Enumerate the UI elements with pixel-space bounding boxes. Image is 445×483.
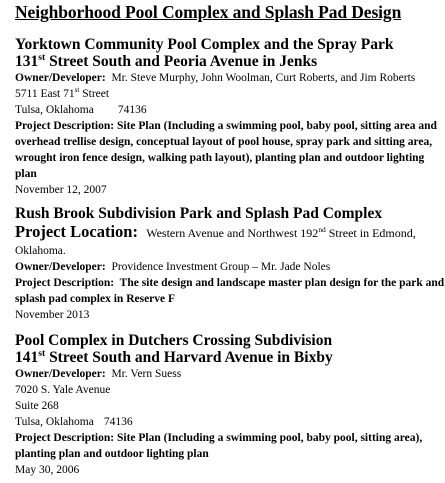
location-pre: Western Avenue and Northwest 192	[146, 226, 319, 240]
ordinal-suffix: st	[38, 51, 46, 63]
owner-value: Mr. Vern Suess	[111, 368, 182, 380]
description-label: Project Description:	[15, 120, 115, 132]
city-line	[15, 414, 445, 430]
city: Tulsa, Oklahoma	[15, 104, 94, 116]
address-line	[15, 86, 445, 102]
date: November 12, 2007	[15, 184, 107, 196]
location-line	[15, 222, 445, 243]
page-title: Neighborhood Pool Complex and Splash Pad Design	[15, 2, 402, 22]
location-ordinal: nd	[318, 225, 326, 234]
address-ordinal: st	[74, 86, 80, 95]
street-number: 131	[15, 53, 39, 70]
street-rest: Street South and Harvard Avenue in Bixby	[45, 349, 333, 366]
owner-label: Owner/Developer:	[15, 72, 106, 84]
project-title: Pool Complex in Dutchers Crossing Subdivision	[15, 332, 333, 349]
date: November 2013	[15, 309, 90, 321]
project-dutchers-crossing	[15, 332, 445, 478]
city-line	[15, 102, 445, 118]
project-title: Rush Brook Subdivision Park and Splash Pad Complex	[15, 205, 383, 222]
address-rest: Street	[79, 88, 110, 100]
location-post: Street in Edmond,	[325, 226, 416, 240]
owner-value: Providence Investment Group – Mr. Jade Noles	[111, 261, 331, 273]
suite-line: Suite 268	[15, 400, 59, 412]
project-title: Yorktown Community Pool Complex and the Spray Park	[15, 36, 394, 53]
zip: 74136	[117, 104, 147, 116]
zip: 74136	[103, 416, 133, 428]
description	[15, 275, 445, 307]
ordinal-suffix: st	[38, 347, 46, 359]
date: May 30, 2006	[15, 464, 80, 476]
description-label: Project Description:	[15, 432, 115, 444]
owner-line	[15, 259, 445, 275]
description	[15, 430, 445, 462]
address-number: 5711 East 71	[15, 88, 75, 100]
owner-line	[15, 366, 445, 382]
city: Tulsa, Oklahoma	[15, 416, 94, 428]
street-rest: Street South and Peoria Avenue in Jenks	[45, 53, 318, 70]
project-location-heading	[15, 53, 445, 70]
description	[15, 118, 445, 182]
description-text: Site Plan (Including a swimming pool, baby pool, sitting area), planting plan and outdoor lighting plan	[15, 432, 423, 460]
description-text: The site design and landscape master plan design for the park and splash pad complex in Reserve F	[15, 277, 445, 305]
location-value	[146, 226, 416, 240]
project-location-heading	[15, 349, 445, 366]
location-label: Project Location:	[15, 222, 138, 241]
description-label: Project Description:	[15, 277, 115, 289]
project-rush-brook	[15, 205, 445, 323]
location-line-2: Oklahoma.	[15, 245, 66, 257]
street-number: 141	[15, 349, 39, 366]
project-yorktown	[15, 36, 445, 198]
owner-value: Mr. Steve Murphy, John Woolman, Curt Roberts, and Jim Roberts	[111, 72, 416, 84]
description-text: Site Plan (Including a swimming pool, baby pool, sitting area and overhead trellise design, conceptual layout of pool house, spray park and sitting area, wrought iron fence design, walking path layout), planting plan and outdoor lighting plan	[15, 120, 437, 180]
owner-label: Owner/Developer:	[15, 368, 106, 380]
address-line: 7020 S. Yale Avenue	[15, 384, 111, 396]
owner-label: Owner/Developer:	[15, 261, 106, 273]
owner-line	[15, 70, 445, 86]
